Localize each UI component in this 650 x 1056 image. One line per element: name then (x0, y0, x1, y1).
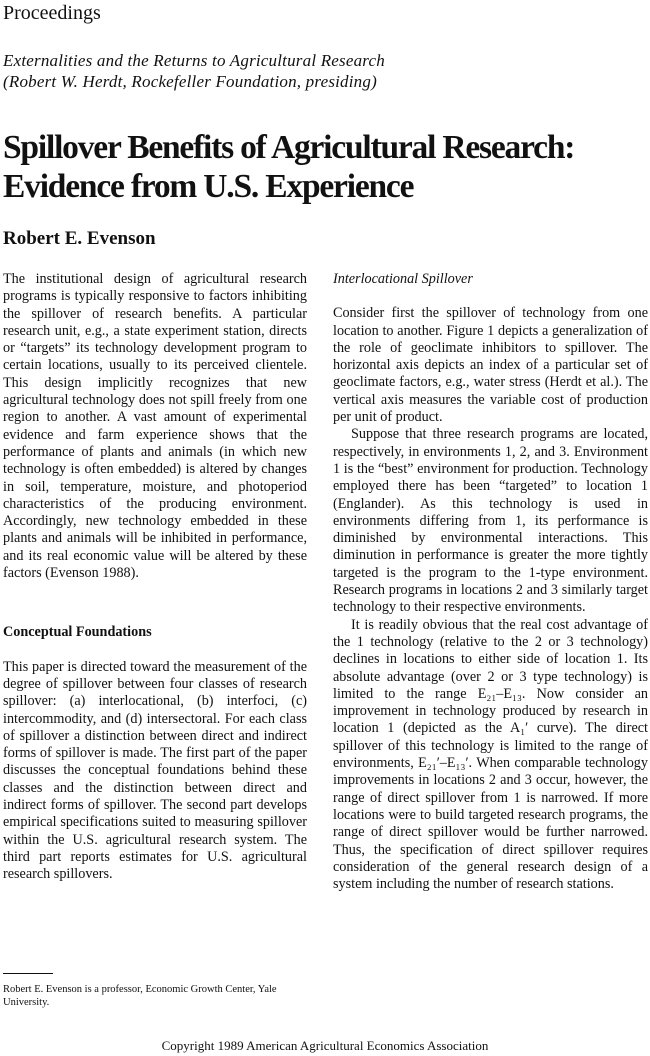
subsection-heading: Interlocational Spillover (333, 271, 473, 287)
intro-paragraph: The institutional design of agricultural research programs is typically responsive to factors inhibiting the spillover of research benefits. A particular research unit, e.g., a state experiment station, directs or “targets” its technology development program to certain locations, usually to its perceived clientele. This design implicitly recognizes that new agricultural technology does not spill freely from one region to another. A vast amount of experimental evidence and farm experience shows that the performance of plants and animals (in which new technology is often embedded) is altered by changes in soil, temperature, moisture, and photoperiod characteristics of the producing environment. Accordingly, new technology embedded in these plants and animals will be inhibited in performance, and its real economic value will be altered by these factors (Evenson 1988). (3, 271, 307, 582)
paper-title (3, 128, 643, 206)
section-heading: Conceptual Foundations (3, 624, 152, 641)
left-column (3, 271, 307, 884)
session-presiding: (Robert W. Herdt, Rockefeller Foundation, presiding) (3, 72, 377, 91)
paragraph-3: It is readily obvious that the real cost advantage of the 1 technology (relative to the 2 or 3 technology) declines in locations to either side of location 1. Its absolute advantage (over 2 or 3 type technology) is limited to the range E₂₁–E₁₃. Now consider an improvement in technology produced by research in location 1 (depicted as the A₁′ curve). The direct spillover of this technology is limited to the range of environments, E₂₁′–E₁₃′. When comparable technology improvements in locations 2 and 3 occur, however, the range of direct spillover from 1 is narrowed. If more locations were to build targeted research programs, the range of direct spillover would be further narrowed. Thus, the specification of direct spillover requires consideration of the general research design of a system including the number of research stations. (333, 616, 648, 893)
session-title: Externalities and the Returns to Agricultural Research (3, 51, 385, 70)
author-name: Robert E. Evenson (3, 228, 156, 249)
journal-section-header: Proceedings (3, 2, 101, 24)
session-info (3, 50, 563, 92)
copyright-notice: Copyright 1989 American Agricultural Economics Association (161, 1038, 489, 1053)
right-column (333, 271, 648, 893)
paragraph-2: Suppose that three research programs are located, respectively, in environments 1, 2, and 3. Environment 1 is the “best” environment for production. Technology employed there has been “targeted” to location 1 (Englander). As this technology is used in environments differing from 1, its performance is diminished by environmental interactions. This diminution in performance is greater the more tightly targeted is the program to the 1-type environment. Research programs in locations 2 and 3 similarly target technology to their respective environments. (333, 426, 648, 616)
footnote-divider (3, 973, 53, 974)
section-paragraph: This paper is directed toward the measurement of the degree of spillover between four classes of research spillover: (a) interlocational, (b) interfoci, (c) intercommodity, and (d) intersectoral. For each class of spillover a distinction between direct and indirect forms of spillover is made. The first part of the paper discusses the conceptual foundations behind these classes and the distinction between direct and indirect forms of spillover. The second part develops empirical specifications suited to measuring spillover within the U.S. agricultural research system. The third part reports estimates for U.S. agricultural research spillovers. (3, 658, 307, 883)
paper-title-line-2: Evidence from U.S. Experience (3, 168, 414, 205)
paragraph-1: Consider first the spillover of technology from one location to another. Figure 1 depicts a generalization of the role of geoclimate inhibitors to spillover. The horizontal axis depicts an index of a particular set of geoclimate factors, e.g., water stress (Herdt et al.). The vertical axis measures the variable cost of production per unit of product. (333, 305, 648, 426)
paper-title-line-1: Spillover Benefits of Agricultural Research: (3, 129, 575, 166)
author-footnote: Robert E. Evenson is a professor, Economic Growth Center, Yale University. (3, 984, 277, 1008)
